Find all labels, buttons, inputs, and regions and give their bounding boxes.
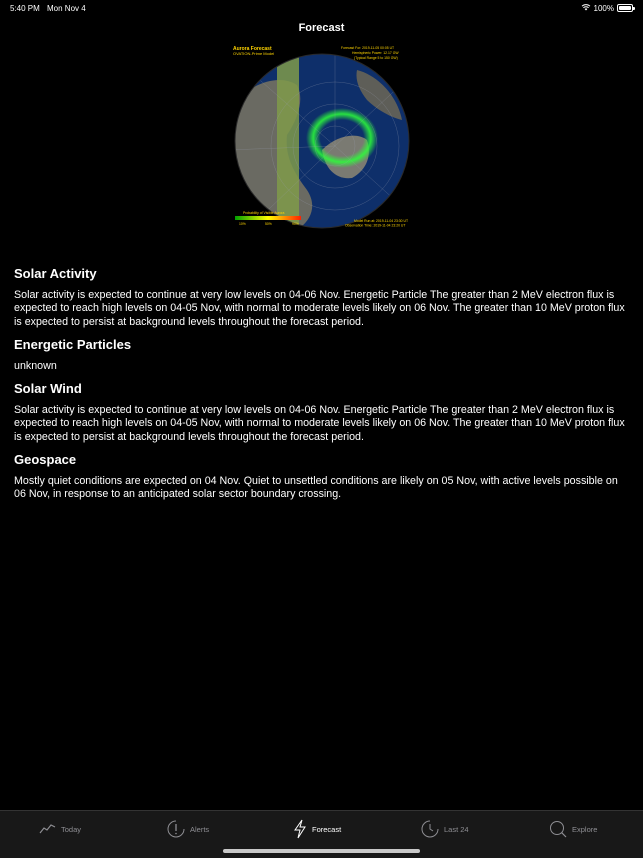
- map-model-run: Model Run at: 2019-11-04 23:30 UT: [354, 219, 409, 223]
- lightning-bolt-icon: [293, 819, 307, 839]
- legend-label: Probability of Visible Aurora: [243, 211, 285, 215]
- legend-tick-low: 10%: [239, 222, 246, 226]
- section-energetic-particles: [14, 337, 630, 373]
- map-model: OVATION-Prime Model: [233, 51, 275, 56]
- tab-today[interactable]: [39, 819, 81, 839]
- wifi-icon: [581, 3, 591, 13]
- tab-explore[interactable]: [549, 819, 597, 839]
- tab-last-24[interactable]: [421, 819, 469, 839]
- tab-label: Alerts: [190, 824, 210, 834]
- battery-percent: 100%: [593, 3, 614, 13]
- legend-tick-mid: 50%: [265, 222, 272, 226]
- section-body: Solar activity is expected to continue at very low levels on 04-06 Nov. Energetic Particle The greater than 2 MeV electron flux is expected to reach high levels on 04-05 Nov, with normal to moderate levels likely on 06 Nov. The greater than 10 MeV proton flux is expected to persist at background levels throughout the forecast period.: [14, 404, 625, 443]
- section-title: Solar Wind: [14, 381, 82, 397]
- tab-label: Today: [61, 824, 82, 834]
- home-indicator[interactable]: [223, 849, 420, 853]
- tab-forecast[interactable]: [293, 819, 341, 839]
- section-solar-wind: [14, 381, 630, 444]
- probability-legend-bar: [235, 216, 301, 220]
- tab-label: Last 24: [444, 824, 469, 834]
- tab-label: Forecast: [312, 824, 342, 834]
- aurora-forecast-map: [227, 40, 417, 230]
- section-geospace: [14, 452, 630, 502]
- section-title: Geospace: [14, 452, 77, 468]
- section-solar-activity: [14, 266, 630, 329]
- battery-icon: [617, 4, 633, 12]
- page-title: Forecast: [298, 22, 345, 34]
- chart-line-icon: [39, 823, 56, 835]
- tab-label: Explore: [572, 824, 598, 834]
- map-hemispheric-power: Hemispheric Power: 12.17 GW: [352, 51, 399, 55]
- map-observation-time: Observation Time: 2019-11-04 23:20 UT: [345, 223, 406, 228]
- section-title: Solar Activity: [14, 266, 97, 281]
- status-indicators: [581, 3, 633, 13]
- forecast-content: [14, 266, 630, 510]
- section-title: Energetic Particles: [14, 336, 132, 352]
- tab-alerts[interactable]: [167, 819, 209, 839]
- map-typical-range: (Typical Range 5 to 150 GW): [354, 56, 398, 60]
- alert-circle-icon: [167, 820, 185, 838]
- tab-bar: [0, 810, 643, 858]
- section-body: unknown: [14, 359, 57, 372]
- search-icon: [549, 820, 567, 838]
- section-body: Solar activity is expected to continue at very low levels on 04-06 Nov. Energetic Particle The greater than 2 MeV electron flux is expected to reach high levels on 04-05 Nov, with normal to moderate levels likely on 06 Nov. The greater than 10 MeV proton flux is expected to persist at background levels throughout the forecast period.: [14, 289, 625, 328]
- clock-icon: [421, 820, 439, 838]
- map-forecast-for: Forecast For: 2019-11-05 00:05 UT: [341, 46, 395, 50]
- status-date: Mon Nov 4: [47, 4, 86, 13]
- battery-fill: [619, 6, 631, 10]
- section-body: Mostly quiet conditions are expected on 04 Nov. Quiet to unsettled conditions are likely on 05 Nov, with active levels possible on 06 Nov, in response to an anticipated solar sector boundary crossing.: [14, 475, 618, 501]
- status-time: 5:40 PM: [10, 4, 40, 13]
- status-bar: [0, 0, 643, 16]
- legend-tick-high: 90%: [292, 222, 299, 226]
- map-title: Aurora Forecast: [233, 46, 272, 52]
